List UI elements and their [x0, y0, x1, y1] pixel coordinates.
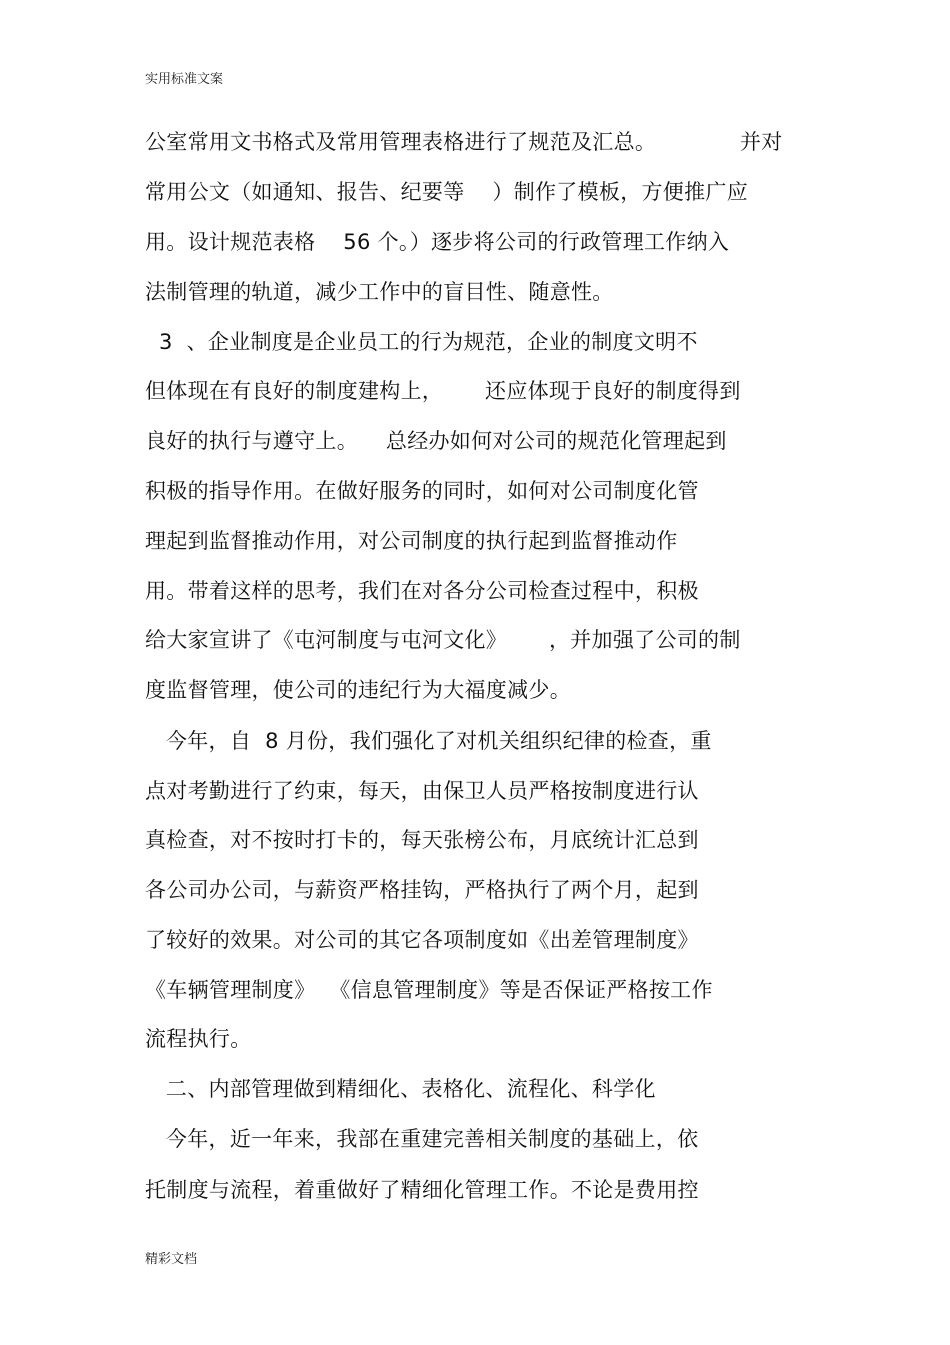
body-line: 用。设计规范表格 56 个。）逐步将公司的行政管理工作纳入 — [145, 230, 730, 254]
section-heading: 二、内部管理做到精细化、表格化、流程化、科学化 — [145, 1077, 656, 1101]
body-line: 《车辆管理制度》 《信息管理制度》等是否保证严格按工作 — [145, 978, 713, 1002]
body-line: 理起到监督推动作用，对公司制度的执行起到监督推动作 — [145, 529, 678, 553]
body-line: 良好的执行与遵守上。 总经办如何对公司的规范化管理起到 — [145, 429, 727, 453]
body-line: 积极的指导作用。在做好服务的同时，如何对公司制度化管 — [145, 479, 699, 503]
body-line: 今年，近一年来，我部在重建完善相关制度的基础上，依 — [145, 1127, 699, 1151]
body-line: 公室常用文书格式及常用管理表格进行了规范及汇总。 并对 — [145, 130, 783, 154]
body-line: 法制管理的轨道，减少工作中的盲目性、随意性。 — [145, 280, 614, 304]
body-line: 了较好的效果。对公司的其它各项制度如《出差管理制度》 — [145, 928, 699, 952]
body-line: 常用公文（如通知、报告、纪要等 ）制作了模板，方便推广应 — [145, 180, 748, 204]
body-line: 点对考勤进行了约束，每天，由保卫人员严格按制度进行认 — [145, 779, 699, 803]
body-line: 今年，自 8 月份，我们强化了对机关组织纪律的检查，重 — [145, 729, 712, 753]
body-line: 流程执行。 — [145, 1027, 252, 1051]
body-line: 各公司办公司，与薪资严格挂钩，严格执行了两个月，起到 — [145, 878, 699, 902]
body-line: 用。带着这样的思考，我们在对各分公司检查过程中，积极 — [145, 579, 699, 603]
body-line: 托制度与流程，着重做好了精细化管理工作。不论是费用控 — [145, 1178, 699, 1202]
body-line: 但体现在有良好的制度建构上， 还应体现于良好的制度得到 — [145, 379, 741, 403]
body-line: 3 、企业制度是企业员工的行为规范，企业的制度文明不 — [145, 330, 698, 354]
body-line: 真检查，对不按时打卡的，每天张榜公布，月底统计汇总到 — [145, 828, 699, 852]
page-footer: 精彩文档 — [145, 1252, 198, 1267]
page-header: 实用标准文案 — [145, 72, 224, 87]
body-line: 度监督管理，使公司的违纪行为大福度减少。 — [145, 678, 571, 702]
body-line: 给大家宣讲了《屯河制度与屯河文化》 ，并加强了公司的制 — [145, 628, 741, 652]
